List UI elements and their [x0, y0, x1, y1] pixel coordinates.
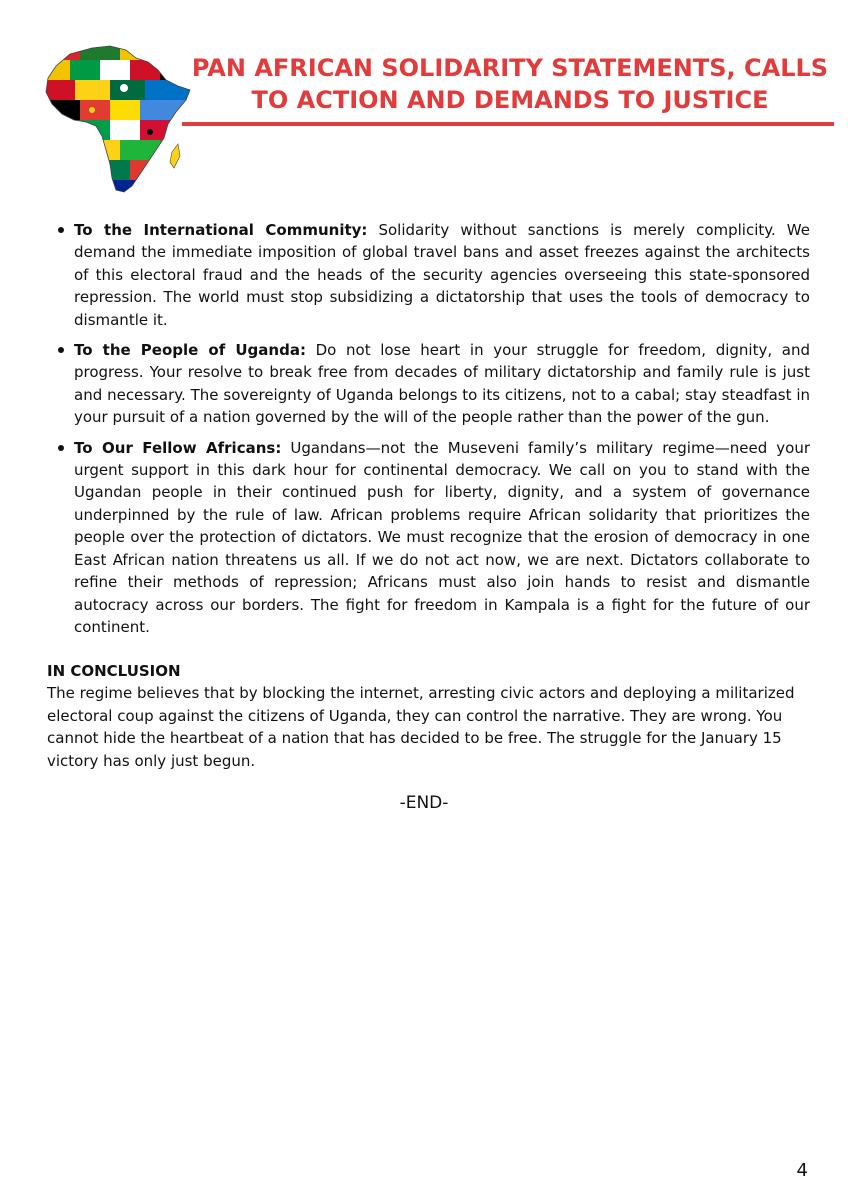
- document-body: [47, 219, 810, 772]
- conclusion-paragraph: The regime believes that by blocking the internet, arresting civic actors and deploying a militarized electoral coup against the citizens of Uganda, they can control the narrative. They are wrong. You cannot hide the heartbeat of a nation that has decided to be free. The struggle for the January 15 victory has only just begun.: [47, 684, 795, 770]
- list-item-lead: To the People of Uganda:: [74, 341, 306, 360]
- title-underline: [182, 122, 834, 126]
- list-item-text: Do not lose heart in your struggle for freedom, dignity, and progress. Your resolve to break free from decades of military dictatorship and family rule is just and necessary. The sovereignty of Uganda belongs to its citizens, not to a cabal; stay steadfast in your pursuit of a nation governed by the will of the people rather than the power of the gun.: [74, 341, 811, 427]
- list-item: [47, 219, 810, 331]
- list-item-lead: To the International Community:: [74, 221, 368, 239]
- africa-flags-map-icon: [40, 40, 200, 200]
- list-item-lead: To Our Fellow Africans:: [74, 438, 282, 457]
- list-item: [47, 437, 810, 639]
- page-header: [0, 0, 848, 200]
- end-marker: -END-: [399, 793, 449, 813]
- page-title: [180, 52, 840, 116]
- list-item: [47, 339, 810, 429]
- list-item-text: Ugandans—not the Museveni family’s military regime—need your urgent support in this dark hour for continental democracy. We call on you to stand with the Ugandan people in their continued push for liberty, dignity, and a system of governance underpinned by the rule of law. African problems require African solidarity that prioritizes the people over the protection of dictators. We must recognize that the erosion of democracy in one East African nation threatens us all. If we do not act now, we are next. Dictators collaborate to refine their methods of repression; Africans must also join hands to resist and dismantle autocracy across our borders. The fight for freedom in Kampala is a fight for the future of our continent.: [74, 438, 811, 636]
- title-line-2: TO ACTION AND DEMANDS TO JUSTICE: [251, 86, 769, 114]
- title-line-1: PAN AFRICAN SOLIDARITY STATEMENTS, CALLS: [191, 54, 829, 82]
- page-number: 4: [796, 1160, 808, 1181]
- demands-list: [47, 219, 810, 638]
- bullet-icon: [58, 227, 64, 233]
- conclusion-heading: IN CONCLUSION: [47, 662, 181, 681]
- bullet-icon: [58, 347, 64, 353]
- bullet-icon: [58, 445, 64, 451]
- list-item-text: Solidarity without sanctions is merely complicity. We demand the immediate imposition of global travel bans and asset freezes against the architects of this electoral fraud and the heads of the security agencies overseeing this state-sponsored repression. The world must stop subsidizing a dictatorship that uses the tools of democracy to dismantle it.: [74, 221, 810, 329]
